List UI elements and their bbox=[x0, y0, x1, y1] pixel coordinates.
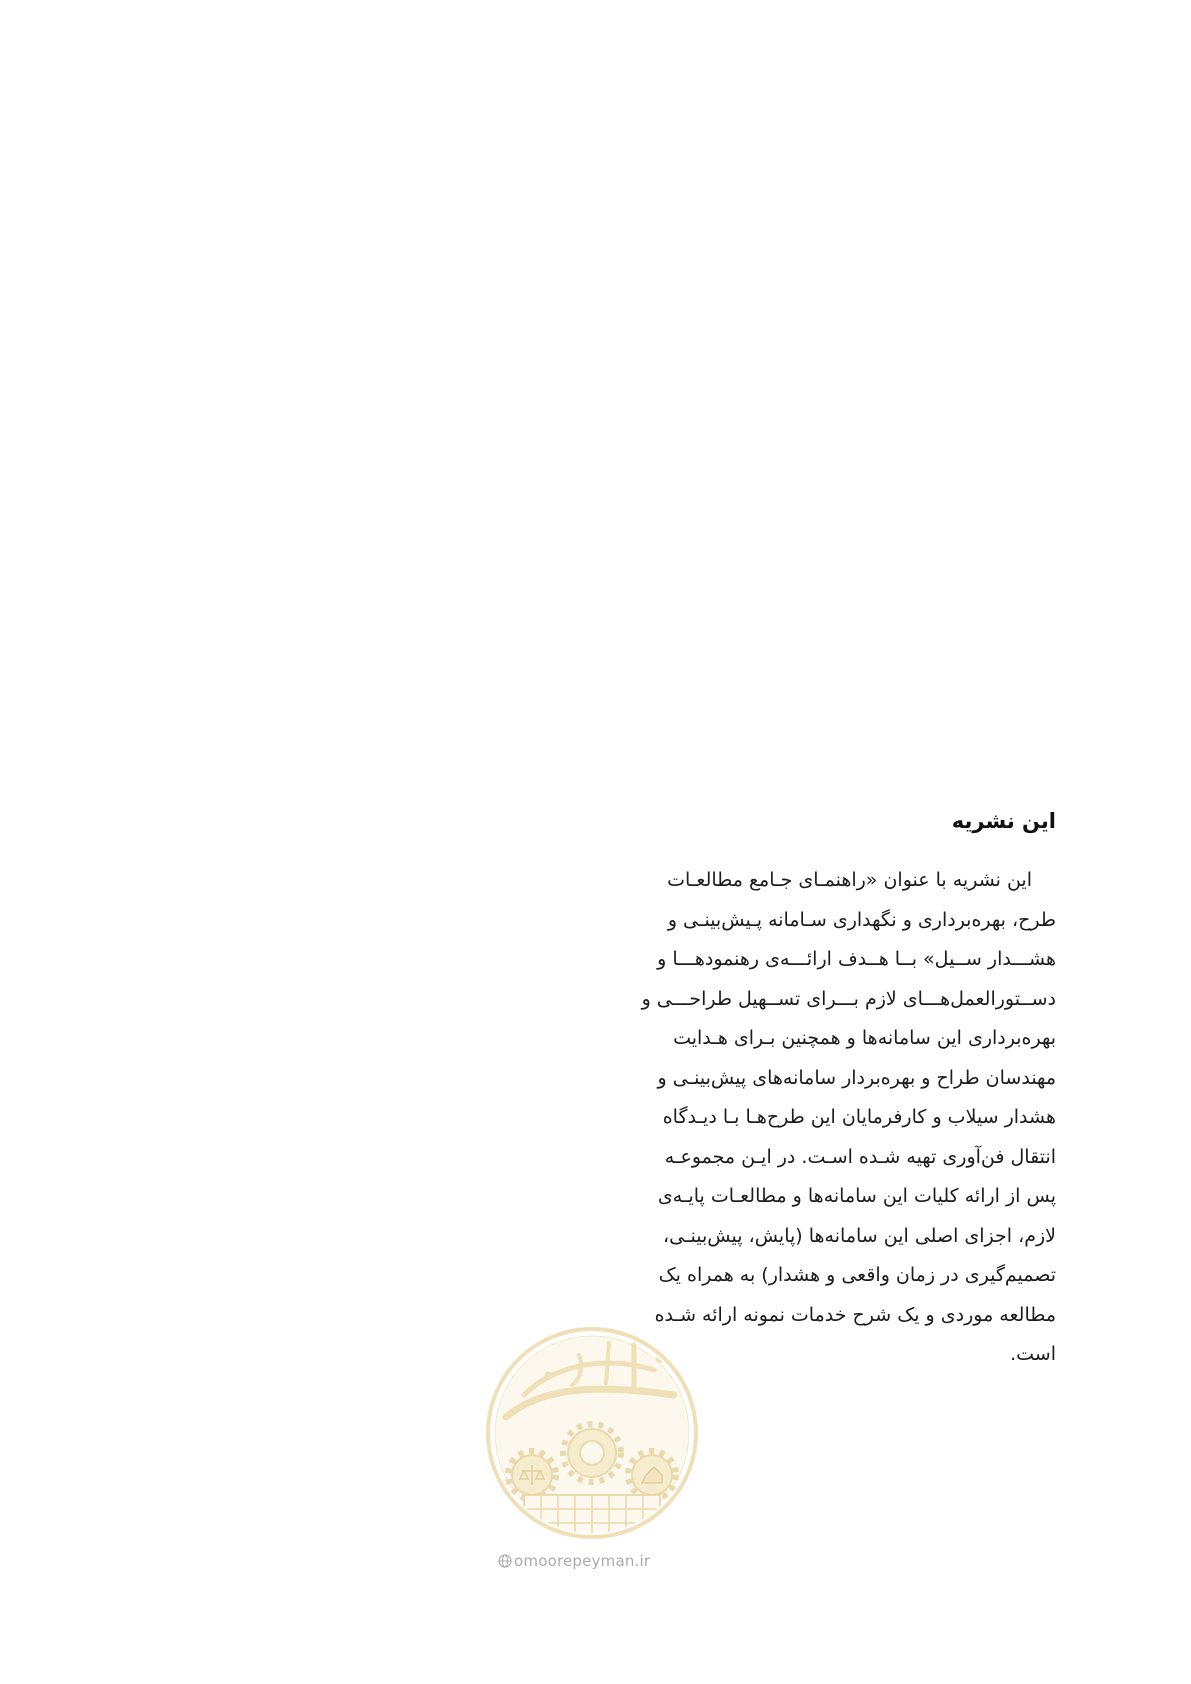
paragraph-line: دســتورالعمل‌هـــای لازم بـــرای تســهیل طراحـــی و bbox=[641, 987, 1056, 1010]
paragraph-line: هشدار سیلاب و کارفرمایان این طرح‌هـا بـا دیـدگاه bbox=[662, 1106, 1056, 1129]
paragraph-line: این نشریه با عنوان «راهنمـای جـامع مطالعـات bbox=[667, 869, 1032, 892]
paragraph-line: لازم، اجزای اصلی این سامانه‌ها (پایش، پیش‌بینـی، bbox=[663, 1224, 1056, 1247]
paragraph-line: است. bbox=[1010, 1343, 1056, 1366]
watermark-logo bbox=[484, 1325, 700, 1541]
globe-icon bbox=[498, 1554, 512, 1568]
paragraph-line: هشـــدار ســیل» بــا هــدف ارائـــه‌ی رهنمودهـــا و bbox=[657, 948, 1056, 971]
paragraph-line: تصمیم‌گیری در زمان واقعی و هشدار) به همراه یک bbox=[658, 1264, 1056, 1287]
watermark-url bbox=[498, 1552, 650, 1570]
section-heading: این نشریه bbox=[951, 809, 1056, 833]
watermark-url-text: omoorepeyman.ir bbox=[514, 1552, 651, 1570]
paragraph-line: طرح، بهره‌برداری و نگهداری سـامانه پـیش‌بینـی و bbox=[667, 908, 1056, 931]
publication-section bbox=[641, 808, 1056, 1375]
paragraph-line: مطالعه موردی و یک شرح خدمات نمونه ارائه شـده bbox=[654, 1303, 1056, 1326]
paragraph-line: انتقال فن‌آوری تهیه شـده اسـت. در ایـن مجموعـه bbox=[664, 1145, 1056, 1168]
paragraph-line: مهندسان طراح و بهره‌بردار سامانه‌های پیش‌بینـی و bbox=[657, 1066, 1056, 1089]
paragraph-line: بهره‌برداری این سامانه‌ها و همچنین بـرای هـدایت bbox=[673, 1027, 1056, 1050]
publication-description bbox=[641, 861, 1056, 1375]
paragraph-line: پس از ارائه کلیات این سامانه‌ها و مطالعـات پایـه‌ی bbox=[657, 1185, 1056, 1208]
